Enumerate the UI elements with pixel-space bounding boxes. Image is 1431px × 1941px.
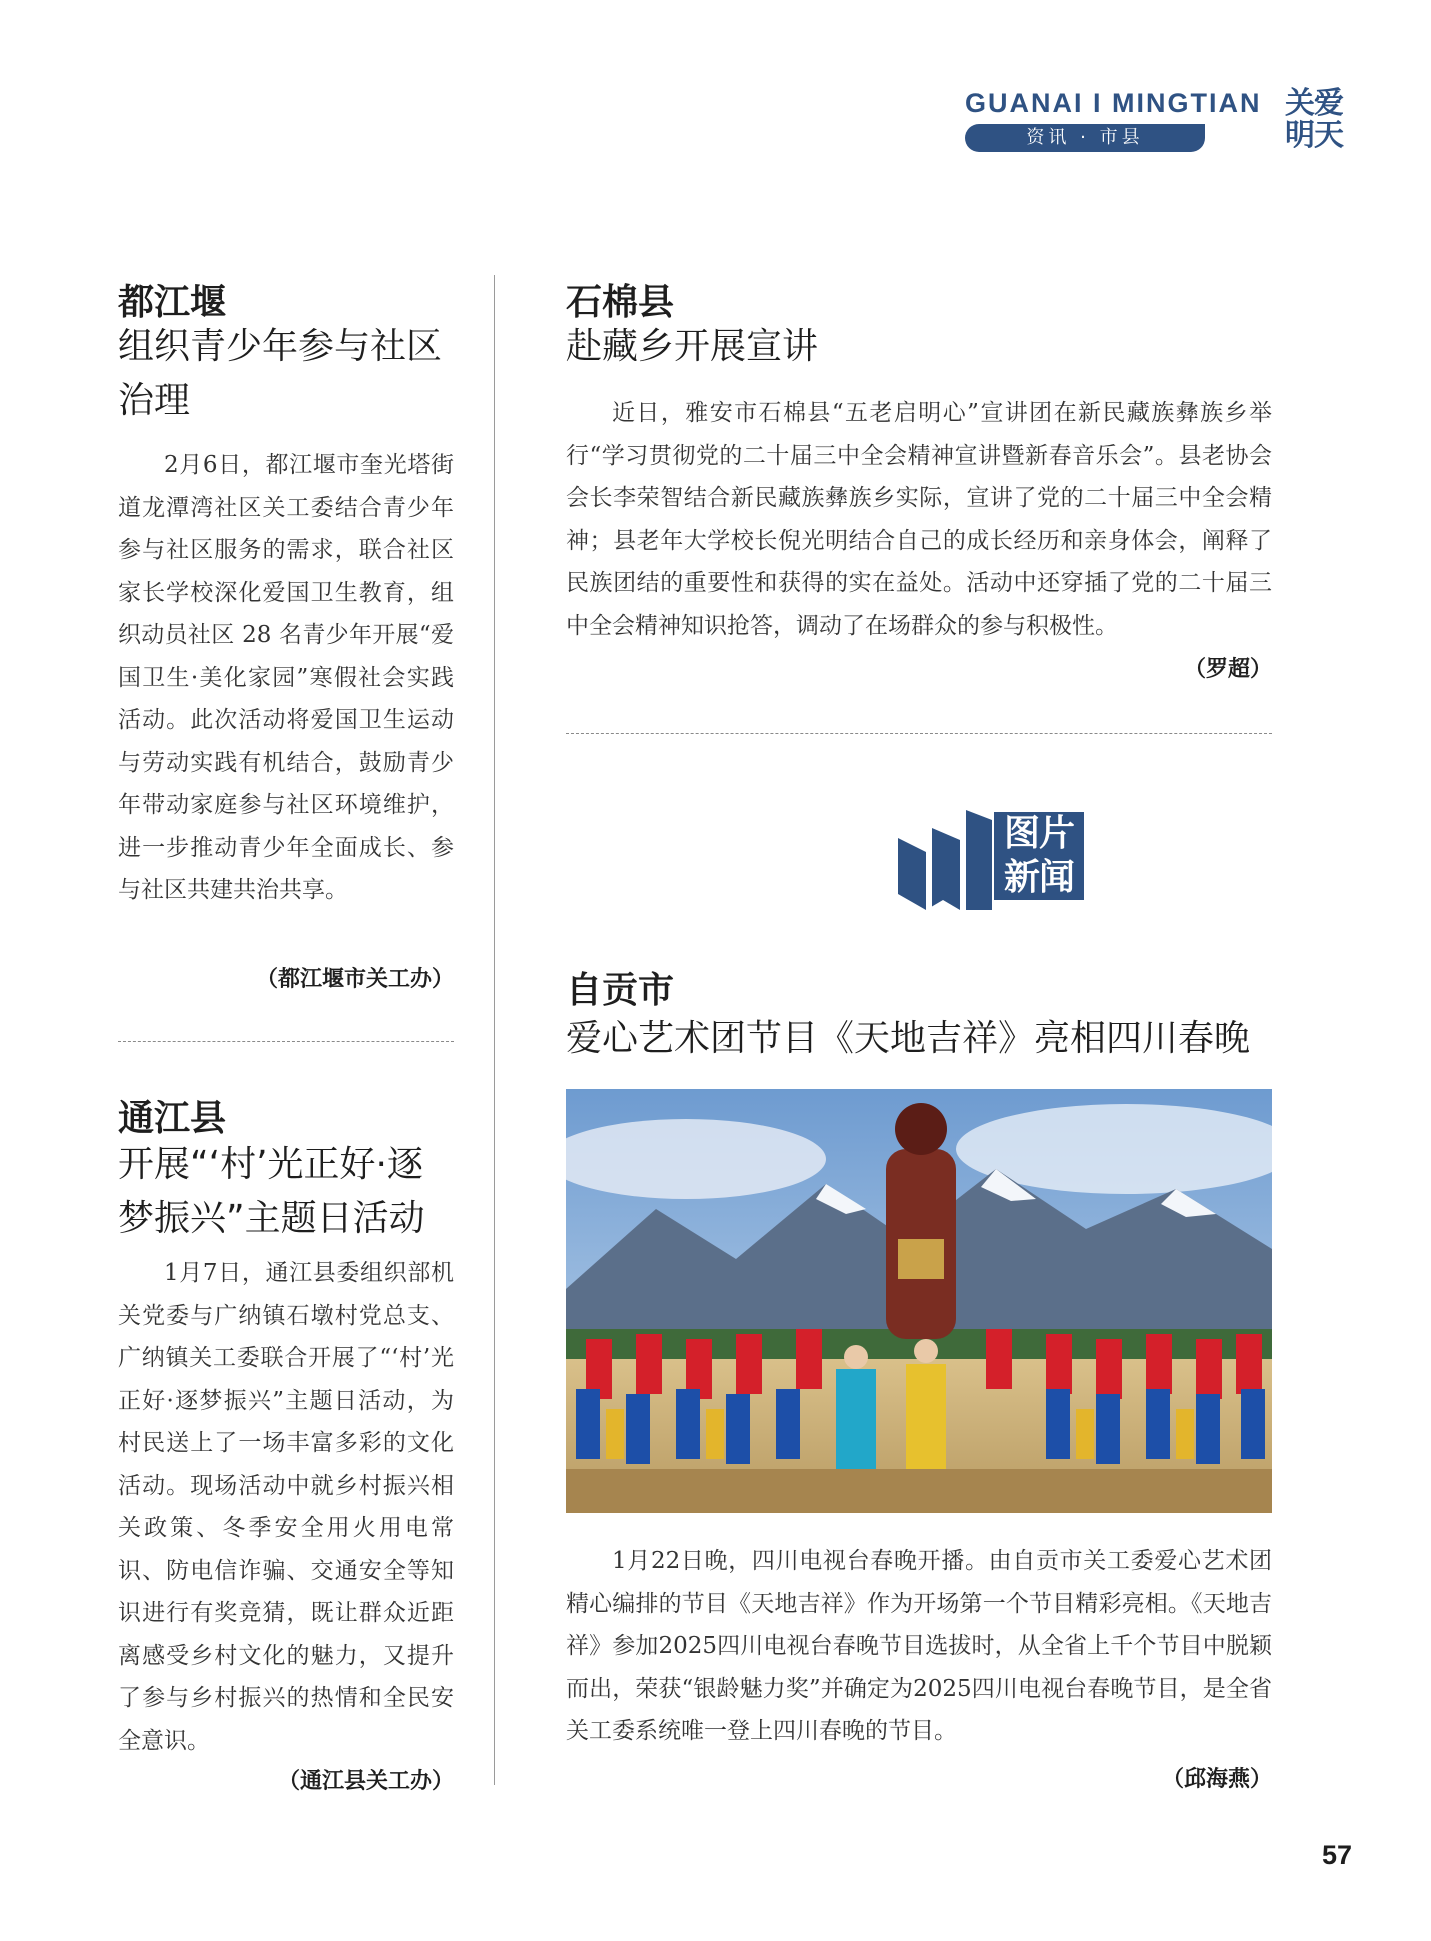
page-number: 57: [1322, 1840, 1353, 1870]
article-text-shimian: 近日，雅安市石棉县“五老启明心”宣讲团在新民藏族彝族乡举行“学习贯彻党的二十届三中全会精神宣讲暨新春音乐会”。县老协会会长李荣智结合新民藏族彝族乡实际，宣讲了党的二十届三中全会精神；县老年大学校长倪光明结合自己的成长经历和亲身体会，阐释了民族团结的重要性和获得的实在益处。活动中还穿插了党的二十届三中全会精神知识抢答，调动了在场群众的参与积极性。: [566, 400, 1272, 639]
article-headline-dujiangyan: 组织青少年参与社区治理: [118, 326, 443, 421]
brand-english: GUANAI I MINGTIAN: [965, 88, 1262, 118]
section-label: 资讯 · 市县: [1026, 127, 1144, 148]
article-byline-tongjiang: （通江县关工办）: [277, 1769, 454, 1794]
brand-chinese: 关爱明天: [1285, 86, 1343, 153]
article-headline-zigong: 爱心艺术团节目《天地吉祥》亮相四川春晚: [566, 1018, 1251, 1059]
article-place-shimian: 石棉县: [566, 282, 675, 323]
article-headline-tongjiang: 开展“‘村’光正好·逐梦振兴”主题日活动: [118, 1144, 425, 1239]
article-body-shimian: [566, 392, 1272, 647]
page-header: [955, 84, 1375, 154]
article-body-zigong: [566, 1540, 1272, 1753]
article-place-zigong: 自贡市: [566, 970, 675, 1011]
news-photo: [566, 1089, 1272, 1513]
article-text-zigong: 1月22日晚，四川电视台春晚开播。由自贡市关工委爱心艺术团精心编排的节目《天地吉祥》作为开场第一个节目精彩亮相。《天地吉祥》参加2025四川电视台春晚节目选拔时，从全省上千个节目中脱颖而出，荣获“银龄魅力奖”并确定为2025四川电视台春晚节目，是全省关工委系统唯一登上四川春晚的节目。: [566, 1548, 1272, 1744]
column-divider: [494, 275, 495, 1785]
article-text-dujiangyan: 2月6日，都江堰市奎光塔街道龙潭湾社区关工委结合青少年参与社区服务的需求，联合社区家长学校深化爱国卫生教育，组织动员社区 28 名青少年开展“爱国卫生·美化家园”寒假社会实践活动。此次活动将爱国卫生运动与劳动实践有机结合，鼓励青少年带动家庭参与社区环境维护，进一步推动青少年全面成长、参与社区共建共治共享。: [118, 452, 454, 903]
picture-news-icon: [898, 810, 994, 910]
article-body-dujiangyan: [118, 444, 454, 912]
section-separator: [118, 1041, 454, 1042]
section-bar: [965, 124, 1205, 152]
article-text-tongjiang: 1月7日，通江县委组织部机关党委与广纳镇石墩村党总支、广纳镇关工委联合开展了“‘村’光正好·逐梦振兴”主题日活动，为村民送上了一场丰富多彩的文化活动。现场活动中就乡村振兴相关政策、冬季安全用火用电常识、防电信诈骗、交通安全等知识进行有奖竞猜，既让群众近距离感受乡村文化的魅力，又提升了参与乡村振兴的热情和全民安全意识。: [118, 1260, 454, 1754]
section-separator: [566, 733, 1272, 734]
article-byline-dujiangyan: （都江堰市关工办）: [255, 967, 454, 992]
article-place-tongjiang: 通江县: [118, 1098, 227, 1139]
article-byline-zigong: （邱海燕）: [1161, 1767, 1272, 1792]
picture-news-label-line1: 图片: [1003, 813, 1074, 854]
stage-performance-photo: [566, 1089, 1272, 1513]
article-body-tongjiang: [118, 1252, 454, 1762]
picture-news-label: [994, 812, 1084, 900]
picture-news-label-line2: 新闻: [1003, 857, 1074, 898]
picture-news-logo: [898, 810, 1088, 910]
article-headline-shimian: 赴藏乡开展宣讲: [566, 326, 819, 367]
article-byline-shimian: （罗超）: [1183, 657, 1272, 682]
article-place-dujiangyan: 都江堰: [118, 282, 227, 323]
